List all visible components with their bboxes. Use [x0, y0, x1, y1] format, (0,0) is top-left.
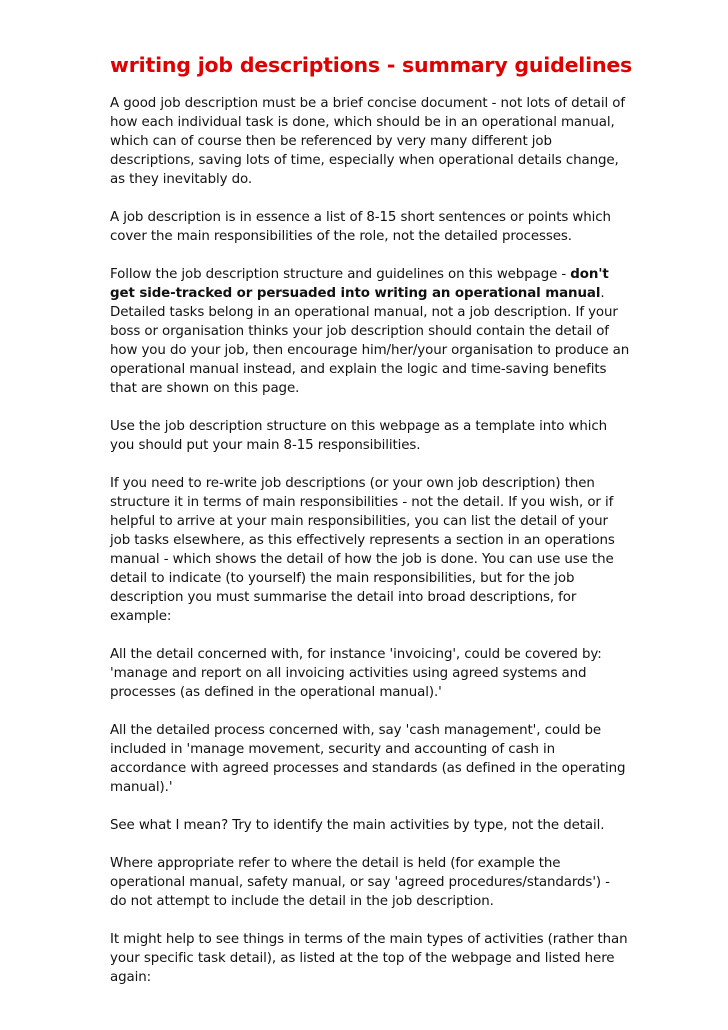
paragraph-2: A job description is in essence a list of 8-15 short sentences or points which cover the main responsibilities of the role, not the detailed processes. [110, 210, 611, 244]
document-page [110, 50, 633, 1006]
paragraph-4: Use the job description structure on this webpage as a template into which you should put your main 8-15 responsibilities. [110, 419, 608, 453]
paragraph-7: All the detailed process concerned with, say 'cash management', could be included in 'manage movement, security and accounting of cash in accordance with agreed processes and standards (as defined in the operating manual).' [110, 723, 626, 795]
paragraph-3-intro: Follow the job description structure and guidelines on this webpage - [110, 267, 571, 282]
paragraph-9: Where appropriate refer to where the detail is held (for example the operational manual, safety manual, or say 'agreed procedures/standards') - do not attempt to include the detail in the job description. [110, 856, 610, 909]
page-title: writing job descriptions - summary guidelines [110, 53, 633, 77]
paragraph-6: All the detail concerned with, for instance 'invoicing', could be covered by: 'manage and report on all invoicing activities using agreed systems and processes (as defined in the operational manual).' [110, 647, 602, 700]
paragraph-1: A good job description must be a brief concise document - not lots of detail of how each individual task is done, which should be in an operational manual, which can of course then be referenced by very many different job descriptions, saving lots of time, especially when operational details change, as they inevitably do. [110, 96, 625, 187]
paragraph-3-emphasis: don't get side-tracked or persuaded into writing an operational manual [110, 267, 609, 301]
paragraph-8: See what I mean? Try to identify the main activities by type, not the detail. [110, 818, 605, 833]
paragraph-3-rest: . Detailed tasks belong in an operational manual, not a job description. If your boss or organisation thinks your job description should contain the detail of how you do your job, then encourage him/her/your organisation to produce an operational manual instead, and explain the logic and time-saving benefits that are shown on this page. [110, 286, 630, 396]
paragraph-5: If you need to re-write job descriptions (or your own job description) then structure it in terms of main responsibilities - not the detail. If you wish, or if helpful to arrive at your main responsibilities, you can list the detail of your job tasks elsewhere, as this effectively represents a section in an operations manual - which shows the detail of how the job is done. You can use use the detail to indicate (to yourself) the main responsibilities, but for the job description you must summarise the detail into broad descriptions, for example: [110, 476, 615, 624]
paragraph-10: It might help to see things in terms of the main types of activities (rather than your specific task detail), as listed at the top of the webpage and listed here again: [110, 932, 628, 985]
paragraph-3 [110, 265, 630, 398]
